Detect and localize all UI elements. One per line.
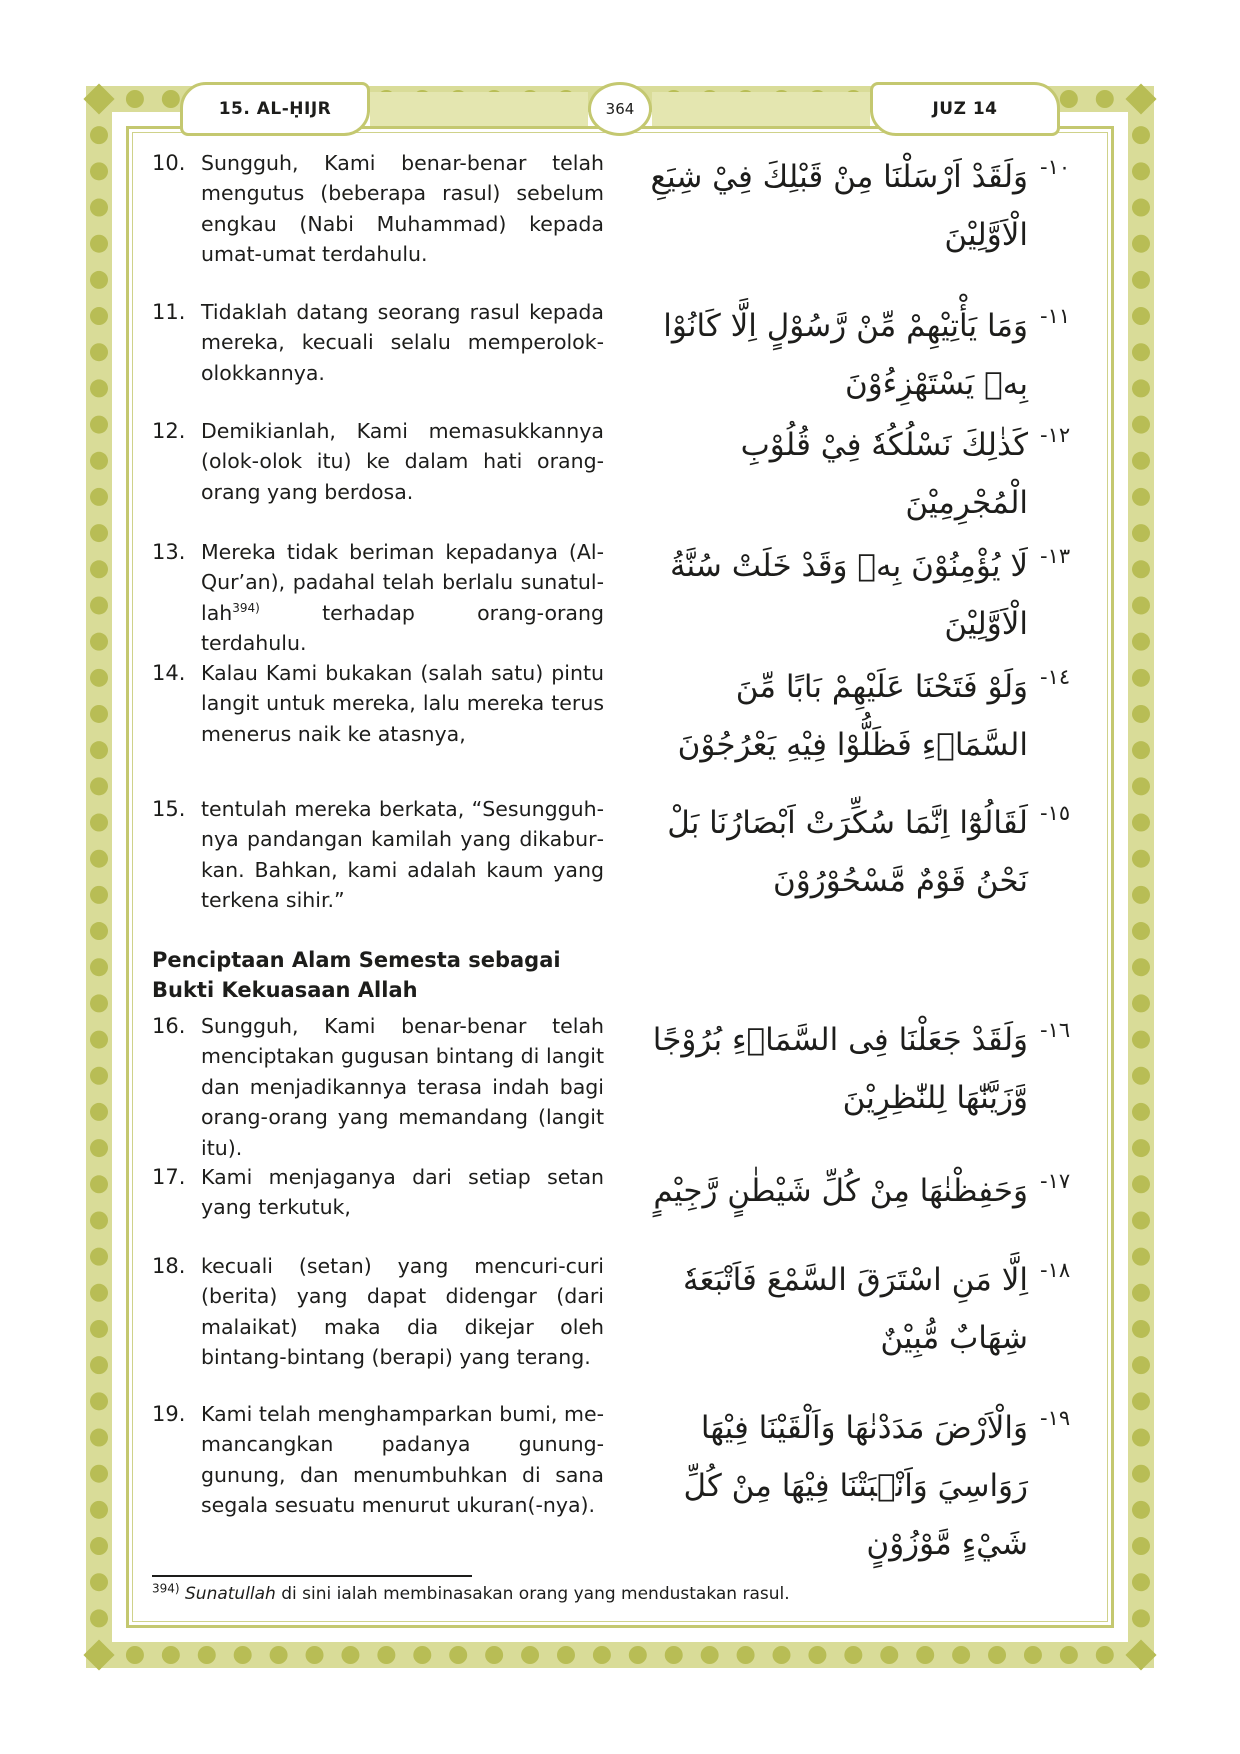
juz-label: JUZ 14 [870,82,1060,136]
verse-number: 12. [152,419,186,443]
verse-arabic-number: -١١ [1040,304,1071,328]
header-band [652,92,870,126]
surah-title: 15. AL-ḤIJR [180,82,370,136]
verse-arabic: كَذٰلِكَ نَسْلُكُهٗ فِيْ قُلُوْبِ الْمُجْرِمِيْنَ [740,427,1028,521]
footnote-text: di sini ialah membinasakan orang yang mendustakan rasul. [275,1584,790,1604]
footnote-number: 394) [152,1581,180,1596]
verse-arabic-number: -١٩ [1040,1406,1071,1430]
verse-translation: Sungguh, Kami benar-benar telah mengutus (beberapa rasul) sebelum engkau (Nabi Muhammad) kepada umat-umat terdahulu. [201,151,604,267]
verse-arabic: وَلَقَدْ اَرْسَلْنَا مِنْ قَبْلِكَ فِيْ شِيَعِ الْاَوَّلِيْنَ [650,159,1028,253]
verse-arabic: وَمَا يَأْتِيْهِمْ مِّنْ رَّسُوْلٍ اِلَّا كَانُوْا بِهٖ يَسْتَهْزِءُوْنَ [663,308,1028,402]
verse-arabic-number: -١٠ [1040,155,1071,179]
verse-number: 17. [152,1165,186,1189]
verse-translation [201,537,604,659]
verse-arabic: وَحَفِظْنٰهَا مِنْ كُلِّ شَيْطٰنٍ رَّجِيْمٍ [653,1173,1028,1209]
verse-arabic-number: -١٦ [1040,1018,1071,1042]
verse-arabic-number: -١٤ [1040,665,1071,689]
verse-translation: Sungguh, Kami benar-benar telah menciptakan gugusan bintang di langit dan menjadikannya terasa indah bagi orang-orang yang memandang (langit itu). [201,1014,604,1160]
page-number: 364 [588,82,652,136]
verse-arabic: اِلَّا مَنِ اسْتَرَقَ السَّمْعَ فَاَتْبَعَهٗ شِهَابٌ مُّبِيْنٌ [683,1262,1028,1356]
footnote-term: Sunatullah [185,1584,276,1604]
verse-translation: Tidaklah datang seorang rasul kepada mereka, kecuali selalu memperolok-olokkannya. [201,300,604,385]
verse-number: 14. [152,661,186,685]
verse-translation: tentulah mereka berkata, “Sesungguhnya pandangan kamilah yang dikaburkan. Bahkan, kami adalah kaum yang terkena sihir.” [201,797,604,913]
verse-arabic-number: -١٢ [1040,423,1071,447]
verse-arabic-number: -١٣ [1040,544,1071,568]
verse-translation: Kami menjaganya dari setiap setan yang terkutuk, [201,1165,604,1220]
verse-arabic: وَلَقَدْ جَعَلْنَا فِى السَّمَاۤءِ بُرُوْجًا وَّزَيَّنّٰهَا لِلنّٰظِرِيْنَ [652,1022,1028,1116]
verse-number: 10. [152,151,186,175]
verse-number: 11. [152,300,186,324]
footnote-divider [152,1575,472,1577]
footnote-ref[interactable]: 394) [232,600,260,615]
verse-arabic: لَا يُؤْمِنُوْنَ بِهٖ وَقَدْ خَلَتْ سُنَّةُ الْاَوَّلِيْنَ [669,548,1028,642]
verse-translation: Demikianlah, Kami memasukkannya (olok-olok itu) ke dalam hati orang-orang yang berdosa. [201,419,604,504]
footnote [152,1582,1052,1606]
verse-translation: kecuali (setan) yang mencuri-curi (berita) yang dapat didengar (dari malaikat) maka dia dikejar oleh bintang-bintang (berapi) yang terang. [201,1254,604,1370]
verse-arabic-number: -١٧ [1040,1169,1071,1193]
verse-arabic: وَالْاَرْضَ مَدَدْنٰهَا وَاَلْقَيْنَا فِيْهَا رَوَاسِيَ وَاَنْۢبَتْنَا فِيْهَا مِنْ كُلِّ شَيْءٍ مَّوْزُوْنٍ [683,1410,1028,1562]
verse-number: 15. [152,797,186,821]
section-heading: Penciptaan Alam Semesta sebagai Bukti Kekuasaan Allah [152,948,561,1002]
verse-translation: Kami telah menghamparkan bumi, memancangkan padanya gunung-gunung, dan menumbuhkan di sana segala sesuatu menurut ukuran(-nya). [201,1402,604,1518]
verse-number: 19. [152,1402,186,1426]
verse-translation-part: terhadap orang-orang terdahulu. [201,600,604,656]
verse-arabic: لَقَالُوْٓا اِنَّمَا سُكِّرَتْ اَبْصَارُنَا بَلْ نَحْنُ قَوْمٌ مَّسْحُوْرُوْنَ [667,805,1028,899]
verse-arabic: وَلَوْ فَتَحْنَا عَلَيْهِمْ بَابًا مِّنَ السَّمَاۤءِ فَظَلُّوْا فِيْهِ يَعْرُجُوْنَ [677,669,1028,763]
header-band [370,92,588,126]
verse-number: 16. [152,1014,186,1038]
verse-arabic-number: -١٨ [1040,1258,1071,1282]
verse-number: 13. [152,540,186,564]
verse-translation: Kalau Kami bukakan (salah satu) pintu langit untuk mereka, lalu mereka terus menerus naik ke atasnya, [201,661,604,746]
verse-translation-part: Mereka tidak beriman kepadanya (Al-Qur’an), padahal telah berlalu sunatullah [201,540,604,625]
verse-arabic-number: -١٥ [1040,801,1071,825]
verse-number: 18. [152,1254,186,1278]
